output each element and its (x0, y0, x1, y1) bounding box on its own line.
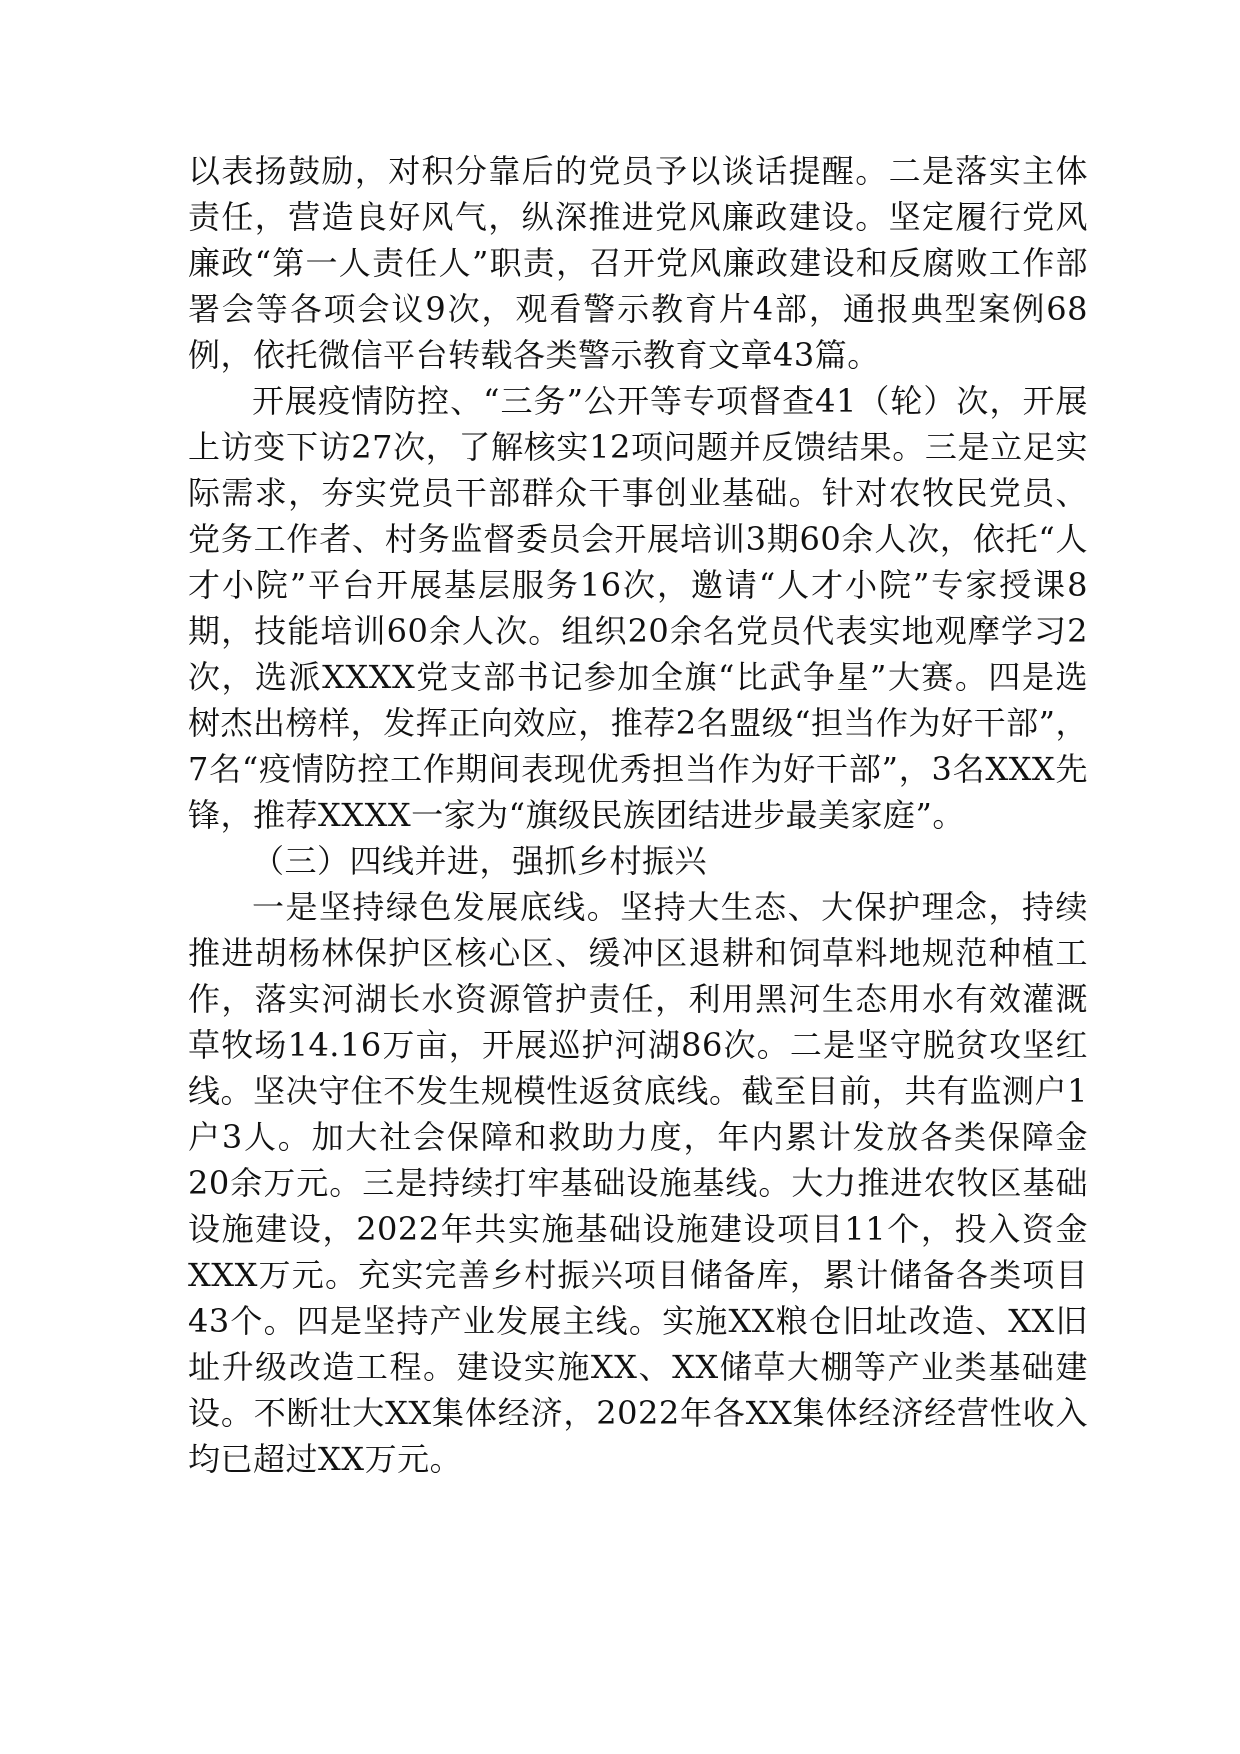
body-paragraph: 开展疫情防控、“三务”公开等专项督查41（轮）次，开展上访变下访27次，了解核实12项问题并反馈结果。三是立足实际需求，夯实党员干部群众干事创业基础。针对农牧民党员、党务工作者、村务监督委员会开展培训3期60余人次，依托“人才小院”平台开展基层服务16次，邀请“人才小院”专家授课8期，技能培训60余人次。组织20余名党员代表实地观摩学习2次，选派XXXX党支部书记参加全旗“比武争星”大赛。四是选树杰出榜样，发挥正向效应，推荐2名盟级“担当作为好干部”，7名“疫情防控工作期间表现优秀担当作为好干部”，3名XXX先锋，推荐XXXX一家为“旗级民族团结进步最美家庭”。 (188, 382, 1088, 834)
section-heading: （三）四线并进，强抓乡村振兴 (252, 842, 708, 880)
document-page (188, 148, 1088, 1482)
body-paragraph: 一是坚持绿色发展底线。坚持大生态、大保护理念，持续推进胡杨林保护区核心区、缓冲区退耕和饲草料地规范种植工作，落实河湖长水资源管护责任，利用黑河生态用水有效灌溉草牧场14.16万亩，开展巡护河湖86次。二是坚守脱贫攻坚红线。坚决守住不发生规模性返贫底线。截至目前，共有监测户1户3人。加大社会保障和救助力度，年内累计发放各类保障金20余万元。三是持续打牢基础设施基线。大力推进农牧区基础设施建设，2022年共实施基础设施建设项目11个，投入资金XXX万元。充实完善乡村振兴项目储备库，累计储备各类项目43个。四是坚持产业发展主线。实施XX粮仓旧址改造、XX旧址升级改造工程。建设实施XX、XX储草大棚等产业类基础建设。不断壮大XX集体经济，2022年各XX集体经济经营性收入均已超过XX万元。 (188, 888, 1088, 1478)
body-paragraph: 以表扬鼓励，对积分靠后的党员予以谈话提醒。二是落实主体责任，营造良好风气，纵深推进党风廉政建设。坚定履行党风廉政“第一人责任人”职责，召开党风廉政建设和反腐败工作部署会等各项会议9次，观看警示教育片4部，通报典型案例68例，依托微信平台转载各类警示教育文章43篇。 (188, 152, 1088, 374)
